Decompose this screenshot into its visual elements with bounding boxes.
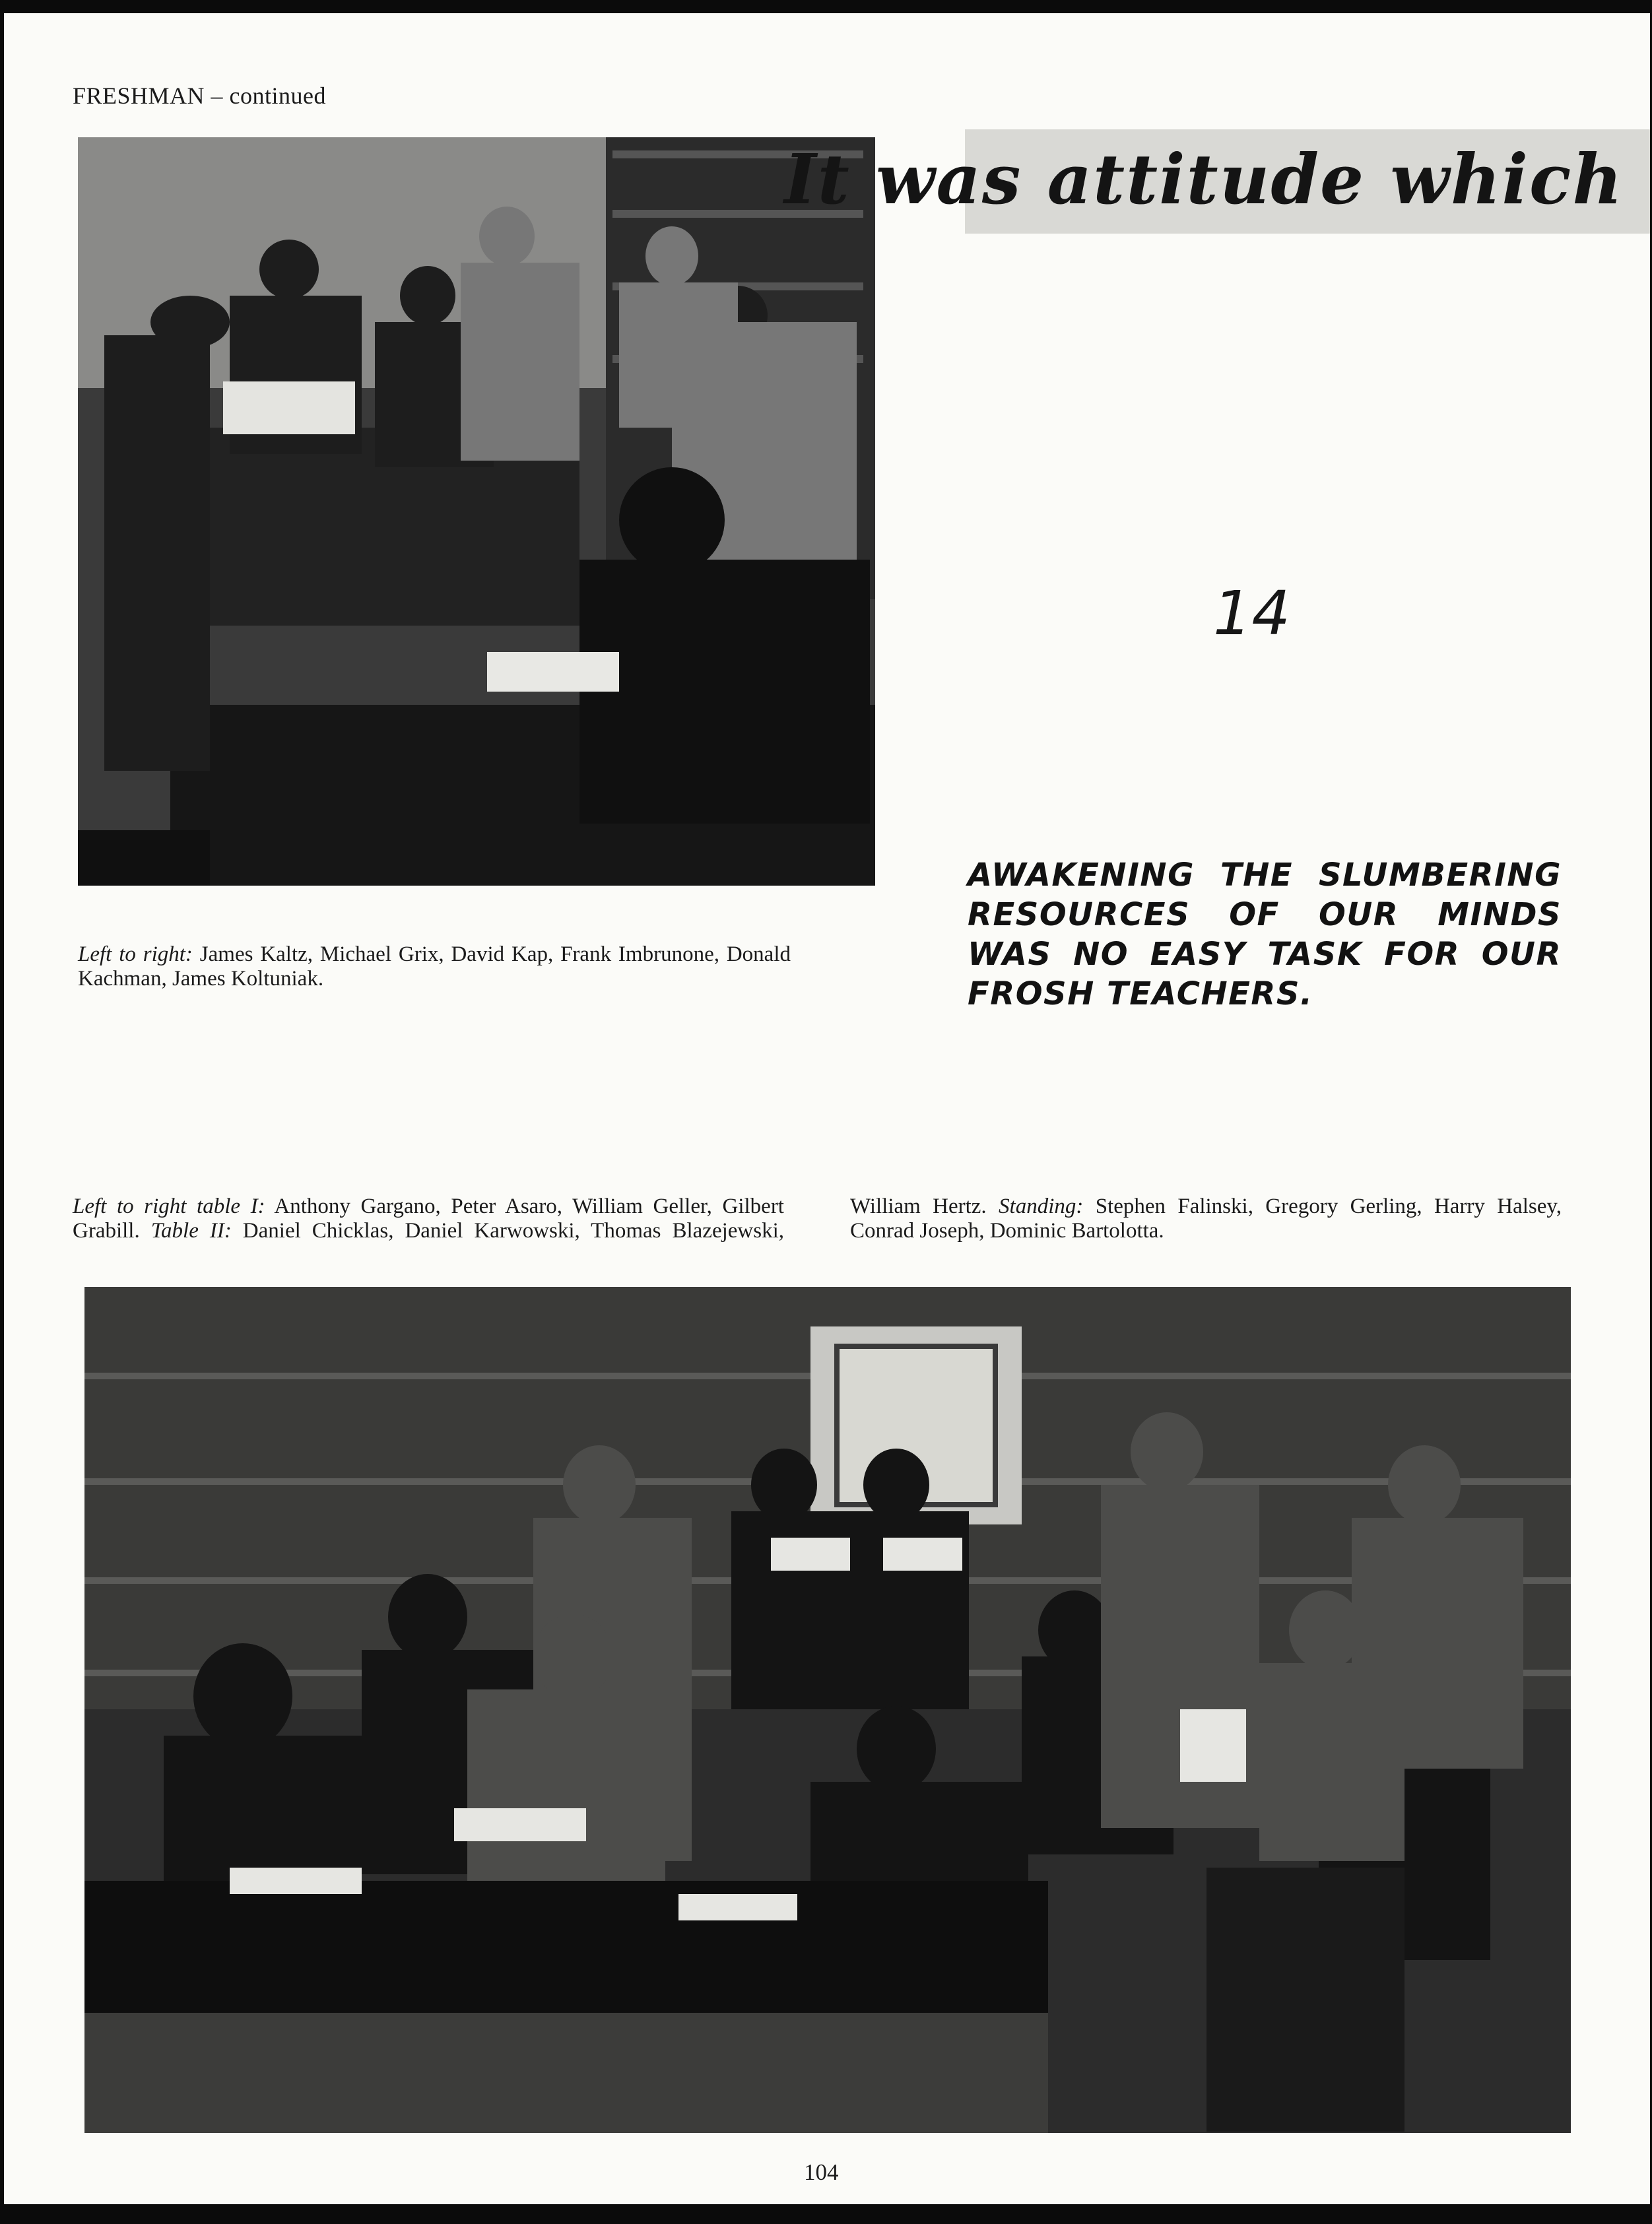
photo-library-group [84, 1287, 1571, 2133]
caption-bottom-text-table-1: Anthony Gargano, Peter Asaro, William Geller, Gilbert Grabill. [73, 1194, 784, 1243]
big-number: 14 [1213, 578, 1291, 649]
photo-library-counter [78, 137, 875, 886]
caption-bottom-lead-standing: Standing: [999, 1194, 1084, 1218]
caption-bottom [73, 1194, 1562, 1243]
headline: AWAKENING THE SLUMBERING RESOURCES OF OUR MINDS WAS NO EASY TASK FOR OUR FROSH TEACHERS. [968, 857, 1562, 1012]
caption-top [78, 942, 791, 991]
caption-bottom-lead-table-2: Table II: [150, 1219, 232, 1243]
yearbook-page [4, 13, 1650, 2204]
script-banner [784, 129, 1650, 234]
banner-script-text: It was attitude which [784, 139, 1624, 220]
caption-bottom-text-standing: Stephen Falinski, Gregory Gerling, Harry Halsey, Conrad Joseph, Dominic Bartolotta. [850, 1194, 1562, 1243]
caption-bottom-lead-table-1: Left to right table I: [73, 1194, 265, 1218]
caption-bottom-text-table-2: Daniel Chicklas, Daniel Karwowski, Thomas Blazejewski, William Hertz. [231, 1194, 999, 1243]
photo-library-group-image [84, 1287, 1571, 2133]
page-number: 104 [804, 2159, 839, 2185]
section-header: FRESHMAN – continued [73, 82, 327, 109]
caption-top-lead: Left to right: [78, 942, 193, 966]
photo-library-counter-image [78, 137, 875, 886]
caption-top-text: James Kaltz, Michael Grix, David Kap, Frank Imbrunone, Donald Kachman, James Koltuniak. [78, 942, 791, 991]
